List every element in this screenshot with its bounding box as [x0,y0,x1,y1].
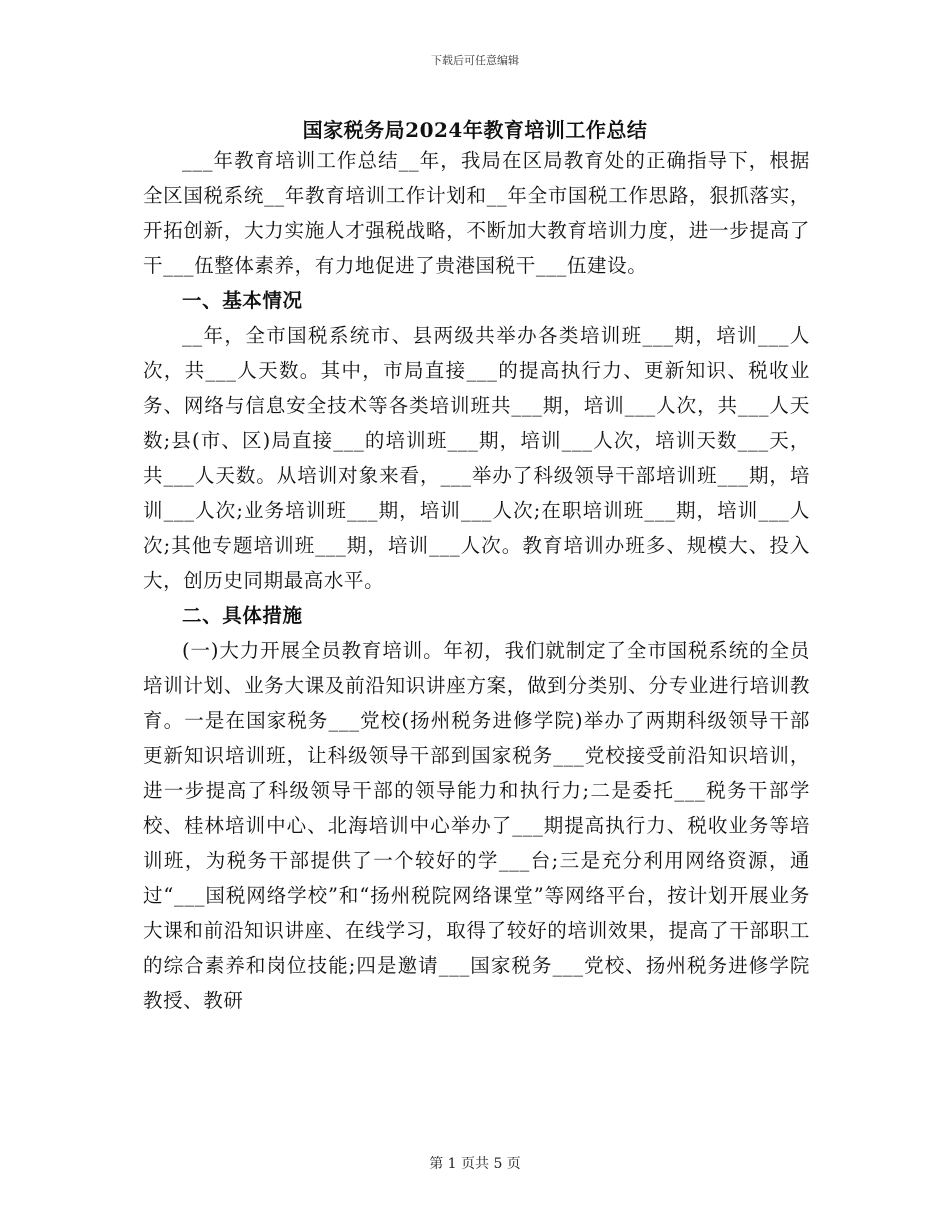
section-heading-basic-situation: 一、基本情况 [182,289,303,312]
section-heading-specific-measures: 二、具体措施 [182,604,303,627]
document-title: 国家税务局2024年教育培训工作总结 [302,118,648,142]
document-body [143,143,810,1018]
basic-situation-paragraph: __年，全市国税系统市、县两级共举办各类培训班___期，培训___人次，共___人天数。其中，市局直接___的提高执行力、更新知识、税收业务、网络与信息安全技术等各类培训班共___期，培训___人次，共___人天数;县(市、区)局直接___的培训班___期，培训___人次，培训天数___天，共___人天数。从培训对象来看，___举办了科级领导干部培训班___期，培训___人次;业务培训班___期，培训___人次;在职培训班___期，培训___人次;其他专题培训班___期，培训___人次。教育培训办班多、规模大、投入大，创历史同期最高水平。 [143,324,810,592]
intro-paragraph: ___年教育培训工作总结__年，我局在区局教育处的正确指导下，根据全区国税系统__年教育培训工作计划和__年全市国税工作思路，狠抓落实，开拓创新，大力实施人才强税战略，不断加大教育培训力度，进一步提高了干___伍整体素养，有力地促进了贵港国税干___伍建设。 [143,149,810,277]
specific-measures-paragraph: (一)大力开展全员教育培训。年初，我们就制定了全市国税系统的全员培训计划、业务大课及前沿知识讲座方案，做到分类别、分专业进行培训教育。一是在国家税务___党校(扬州税务进修学院)举办了两期科级领导干部更新知识培训班，让科级领导干部到国家税务___党校接受前沿知识培训，进一步提高了科级领导干部的领导能力和执行力;二是委托___税务干部学校、桂林培训中心、北海培训中心举办了___期提高执行力、税收业务等培训班，为税务干部提供了一个较好的学___台;三是充分利用网络资源，通过“___国税网络学校”和“扬州税院网络课堂”等网络平台，按计划开展业务大课和前沿知识讲座、在线学习，取得了较好的培训效果，提高了干部职工的综合素养和岗位技能;四是邀请___国家税务___党校、扬州税务进修学院教授、教研 [143,639,810,1012]
header-note: 下载后可任意编辑 [431,54,519,67]
page-number: 第 1 页共 5 页 [429,1156,521,1172]
